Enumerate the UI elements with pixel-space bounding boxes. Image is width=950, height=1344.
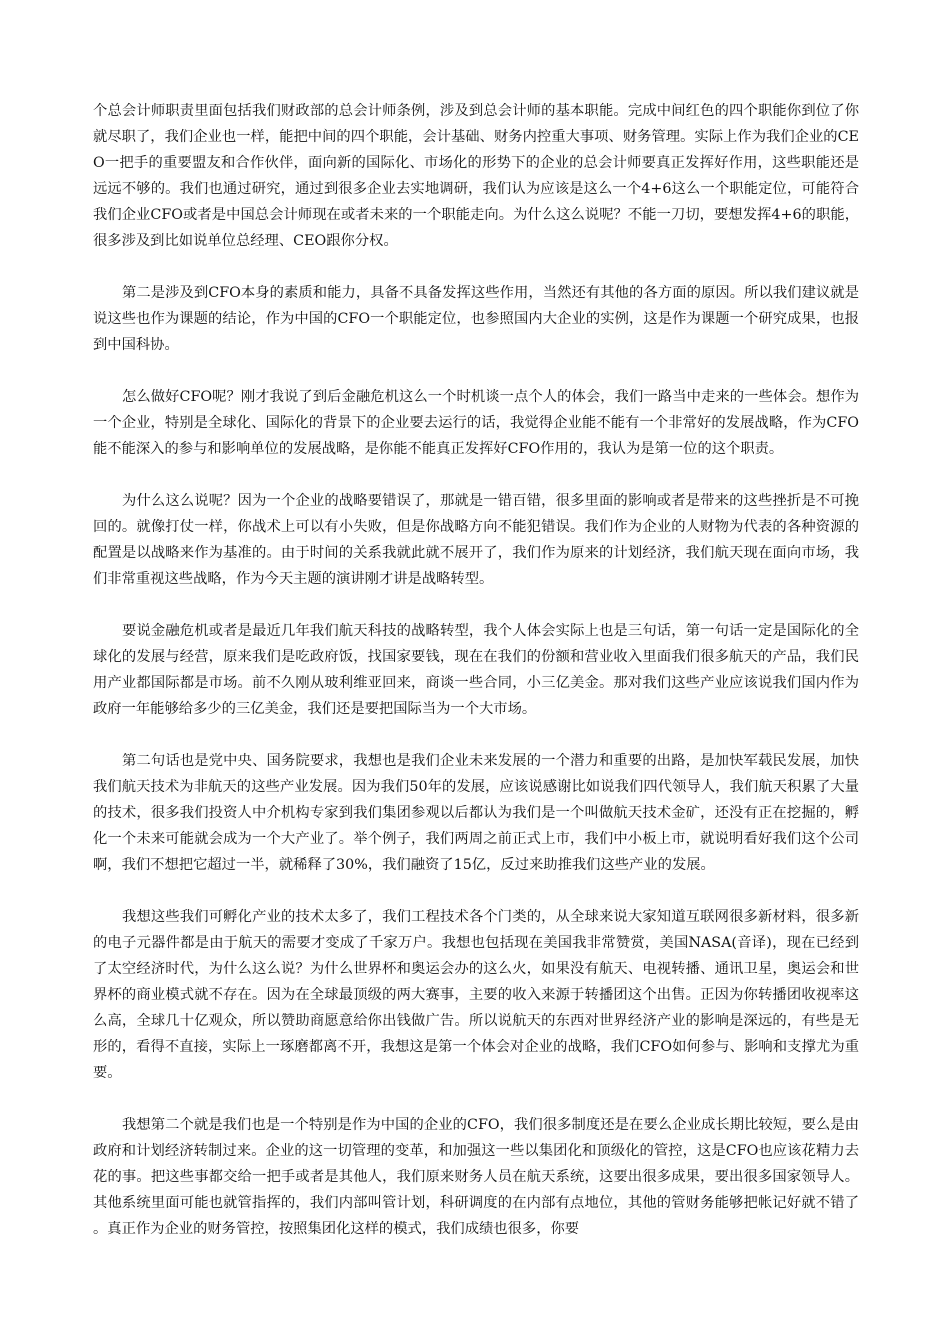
- paragraph-3: 怎么做好CFO呢？刚才我说了到后金融危机这么一个时机谈一点个人的体会，我们一路当中走来的一些体会。想作为一个企业，特别是全球化、国际化的背景下的企业要去运行的话，我觉得企业能不能有一个非常好的发展战略，作为CFO能不能深入的参与和影响单位的发展战略，是你能不能真正发挥好CFO作用的，我认为是第一位的这个职责。: [93, 389, 859, 457]
- paragraph-8: 我想第二个就是我们也是一个特别是作为中国的企业的CFO，我们很多制度还是在要么企业成长期比较短，要么是由政府和计划经济转制过来。企业的这一切管理的变革，和加强这一些以集团化和顶级化的管控，这是CFO也应该花精力去花的事。把这些事都交给一把手或者是其他人，我们原来财务人员在航天系统，这要出很多成果，要出很多国家领导人。其他系统里面可能也就管指挥的，我们内部叫管计划，科研调度的在内部有点地位，其他的管财务能够把帐记好就不错了。真正作为企业的财务管控，按照集团化这样的模式，我们成绩也很多，你要: [93, 1117, 859, 1237]
- paragraph-6: 第二句话也是党中央、国务院要求，我想也是我们企业未来发展的一个潜力和重要的出路，是加快军载民发展，加快我们航天技术为非航天的这些产业发展。因为我们50年的发展，应该说感谢比如说我们四代领导人，我们航天积累了大量的技术，很多我们投资人中介机构专家到我们集团参观以后都认为我们是一个叫做航天技术金矿，还没有正在挖掘的，孵化一个未来可能就会成为一个大产业了。举个例子，我们两周之前正式上市，我们中小板上市，就说明看好我们这个公司啊，我们不想把它超过一半，就稀释了30%，我们融资了15亿，反过来助推我们这些产业的发展。: [93, 753, 859, 873]
- paragraph-2: 第二是涉及到CFO本身的素质和能力，具备不具备发挥这些作用，当然还有其他的各方面的原因。所以我们建议就是说这些也作为课题的结论，作为中国的CFO一个职能定位，也参照国内大企业的实例，这是作为课题一个研究成果，也报到中国科协。: [93, 285, 859, 353]
- document-page: [93, 98, 859, 1242]
- paragraph-1: 个总会计师职责里面包括我们财政部的总会计师条例，涉及到总会计师的基本职能。完成中间红色的四个职能你到位了你就尽职了，我们企业也一样，能把中间的四个职能，会计基础、财务内控重大事项、财务管理。实际上作为我们企业的CEO一把手的重要盟友和合作伙伴，面向新的国际化、市场化的形势下的企业的总会计师要真正发挥好作用，这些职能还是远远不够的。我们也通过研究，通过到很多企业去实地调研，我们认为应该是这么一个4+6这么一个职能定位，可能符合我们企业CFO或者是中国总会计师现在或者未来的一个职能走向。为什么这么说呢？不能一刀切，要想发挥4+6的职能，很多涉及到比如说单位总经理、CEO跟你分权。: [93, 103, 859, 249]
- paragraph-7: 我想这些我们可孵化产业的技术太多了，我们工程技术各个门类的，从全球来说大家知道互联网很多新材料，很多新的电子元器件都是由于航天的需要才变成了千家万户。我想也包括现在美国我非常赞赏，美国NASA(音译)，现在已经到了太空经济时代，为什么这么说？为什么世界杯和奥运会办的这么火，如果没有航天、电视转播、通讯卫星，奥运会和世界杯的商业模式就不存在。因为在全球最顶级的两大赛事，主要的收入来源于转播团这个出售。正因为你转播团收视率这么高，全球几十亿观众，所以赞助商愿意给你出钱做广告。所以说航天的东西对世界经济产业的影响是深远的，有些是无形的，看得不直接，实际上一琢磨都离不开，我想这是第一个体会对企业的战略，我们CFO如何参与、影响和支撑尤为重要。: [93, 909, 859, 1081]
- paragraph-5: 要说金融危机或者是最近几年我们航天科技的战略转型，我个人体会实际上也是三句话，第一句话一定是国际化的全球化的发展与经营，原来我们是吃政府饭，找国家要钱，现在在我们的份额和营业收入里面我们很多航天的产品，我们民用产业都国际都是市场。前不久刚从玻利维亚回来，商谈一些合同，小三亿美金。那对我们这些产业应该说我们国内作为政府一年能够给多少的三亿美金，我们还是要把国际当为一个大市场。: [93, 623, 859, 717]
- paragraph-4: 为什么这么说呢？因为一个企业的战略要错误了，那就是一错百错，很多里面的影响或者是带来的这些挫折是不可挽回的。就像打仗一样，你战术上可以有小失败，但是你战略方向不能犯错误。我们作为企业的人财物为代表的各种资源的配置是以战略来作为基准的。由于时间的关系我就此就不展开了，我们作为原来的计划经济，我们航天现在面向市场，我们非常重视这些战略，作为今天主题的演讲刚才讲是战略转型。: [93, 493, 859, 587]
